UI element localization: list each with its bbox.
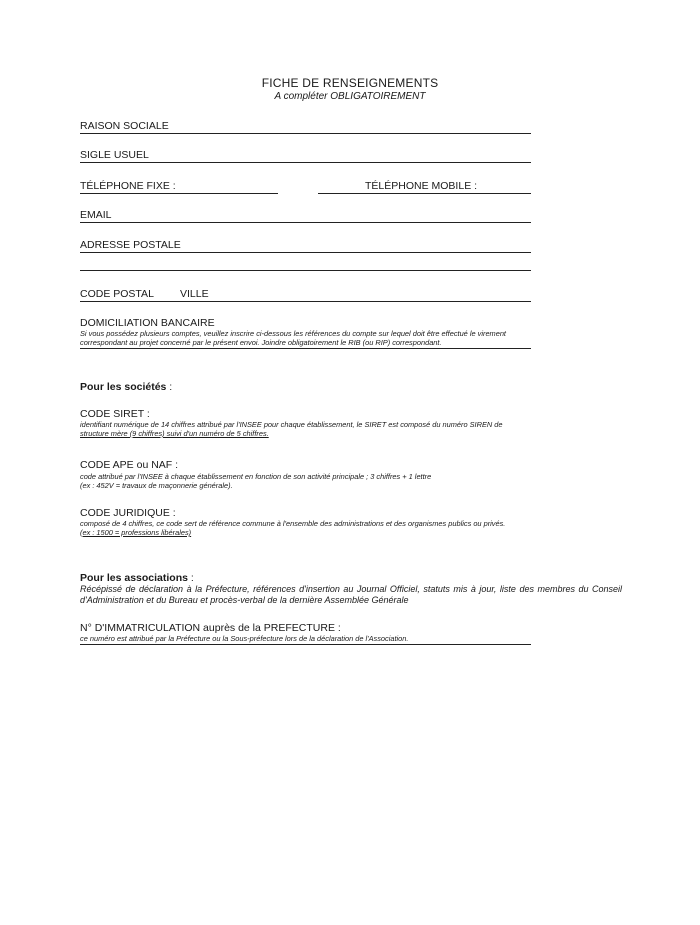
ville-label: VILLE xyxy=(180,288,209,300)
telephone-mobile-line[interactable] xyxy=(318,193,531,194)
juridique-note-1: composé de 4 chiffres, ce code sert de référence commune à l'ensemble des administrations et des organismes publics ou privés. xyxy=(80,519,506,528)
ape-note-1: code attribué par l'INSEE à chaque établissement en fonction de son activité principale ; 3 chiffres + 1 lettre xyxy=(80,472,432,481)
page-title: FICHE DE RENSEIGNEMENTS xyxy=(261,76,439,90)
sigle-usuel-line[interactable] xyxy=(80,162,531,163)
adresse-postale-line-2[interactable] xyxy=(80,270,531,271)
ape-note-2: (ex : 452V = travaux de maçonnerie générale). xyxy=(80,481,233,490)
adresse-postale-line-1[interactable] xyxy=(80,252,531,253)
juridique-label: CODE JURIDIQUE : xyxy=(80,507,176,519)
code-postal-ville-line[interactable] xyxy=(80,301,531,302)
raison-sociale-label: RAISON SOCIALE xyxy=(80,120,169,132)
telephone-mobile-label: TÉLÉPHONE MOBILE : xyxy=(365,180,478,192)
raison-sociale-line[interactable] xyxy=(80,133,531,134)
domiciliation-bancaire-label: DOMICILIATION BANCAIRE xyxy=(80,317,215,329)
domiciliation-note-2: correspondant au projet concerné par le présent envoi. Joindre obligatoirement le RIB (ou RIP) correspondant. xyxy=(80,338,442,347)
email-line[interactable] xyxy=(80,222,531,223)
email-label: EMAIL xyxy=(80,209,112,221)
associations-heading: Pour les associations : xyxy=(80,572,194,584)
juridique-note-2: (ex : 1500 = professions libérales) xyxy=(80,528,192,537)
adresse-postale-label: ADRESSE POSTALE xyxy=(80,239,181,251)
telephone-fixe-line[interactable] xyxy=(80,193,278,194)
page-subtitle: A compléter OBLIGATOIREMENT xyxy=(274,91,426,102)
associations-description: Récépissé de déclaration à la Préfecture, références d'insertion au Journal Officiel, statuts mis à jour, liste des membres du Conseil d'Administration et du Bureau et procès-verbal de la dernière Assemblée Générale xyxy=(80,584,622,605)
ape-label: CODE APE ou NAF : xyxy=(80,459,179,471)
immatriculation-line[interactable] xyxy=(80,644,531,645)
siret-label: CODE SIRET : xyxy=(80,408,150,420)
societes-heading: Pour les sociétés : xyxy=(80,381,173,393)
domiciliation-line[interactable] xyxy=(80,348,531,349)
code-postal-label: CODE POSTAL xyxy=(80,288,154,300)
domiciliation-note-1: Si vous possédez plusieurs comptes, veuillez inscrire ci-dessous les références du compte sur lequel doit être effectué le virement xyxy=(80,329,506,338)
telephone-fixe-label: TÉLÉPHONE FIXE : xyxy=(80,180,176,192)
siret-note-1: identifiant numérique de 14 chiffres attribué par l'INSEE pour chaque établissement, le SIRET est composé du numéro SIREN de xyxy=(80,420,503,429)
immatriculation-label: N° D'IMMATRICULATION auprès de la PREFECTURE : xyxy=(80,622,341,634)
immatriculation-note: ce numéro est attribué par la Préfecture ou la Sous-préfecture lors de la déclaration de l'Association. xyxy=(80,634,409,643)
siret-note-2: structure mère (9 chiffres) suivi d'un numéro de 5 chiffres. xyxy=(80,429,269,438)
sigle-usuel-label: SIGLE USUEL xyxy=(80,149,149,161)
